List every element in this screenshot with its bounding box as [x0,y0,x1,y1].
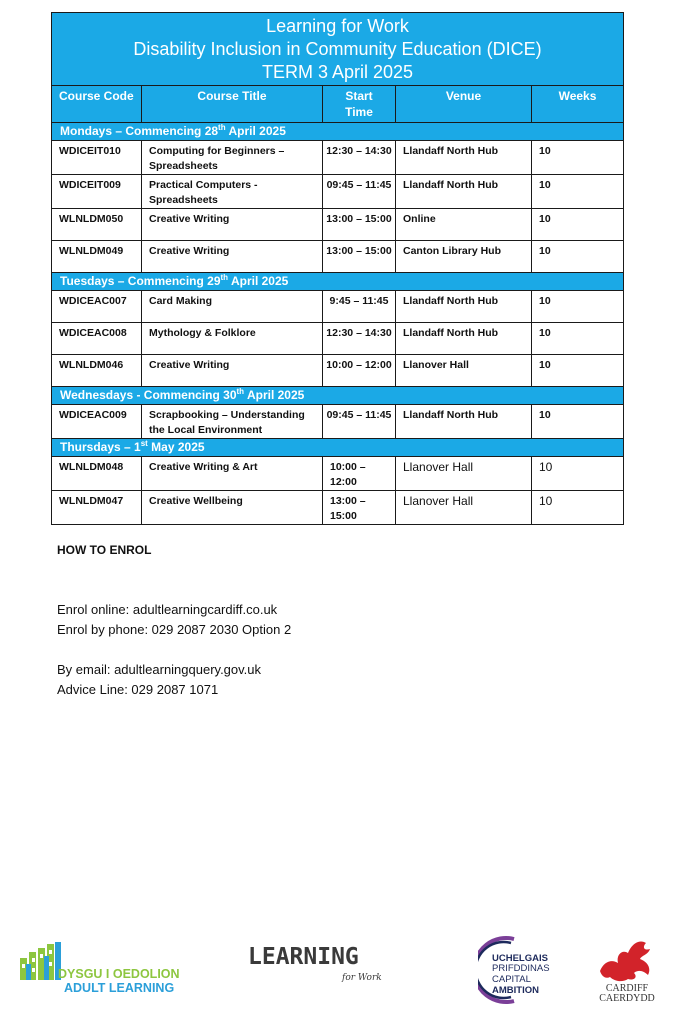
course-code-cell: WLNLDM049 [52,241,142,273]
weeks-cell: 10 [532,175,624,209]
course-code-cell: WLNLDM048 [52,457,142,491]
course-title-cell: Mythology & Folklore [142,323,323,355]
start-time-cell: 12:30 – 14:30 [323,141,396,175]
ambition-text: AMBITION [492,985,539,996]
column-course-title: Course Title [142,86,323,123]
course-title-cell: Card Making [142,291,323,323]
weeks-cell: 10 [532,209,624,241]
course-row [52,241,624,273]
section-heading [52,273,624,291]
section-heading-text: Mondays – Commencing 28 [60,124,219,138]
venue-cell: Llandaff North Hub [396,291,532,323]
section-heading-ordinal: th [218,123,226,132]
start-time-cell: 13:00 – 15:00 [323,209,396,241]
course-code-cell: WDICEIT009 [52,175,142,209]
start-time-line-1: Start [345,89,373,103]
cardiff-text: CARDIFF [605,983,649,994]
weeks-cell: 10 [532,241,624,273]
course-title-cell: Scrapbooking – Understanding the Local Environment [142,405,323,439]
capital-ambition-logo [478,935,563,1005]
column-course-code: Course Code [52,86,142,123]
enrol-online: Enrol online: adultlearningcardiff.co.uk [57,602,278,617]
uchelgais-text: UCHELGAIS [492,953,548,964]
course-row [52,323,624,355]
column-weeks: Weeks [532,86,624,123]
venue-cell: Llanover Hall [396,491,532,525]
section-heading [52,387,624,405]
course-code-cell: WDICEAC008 [52,323,142,355]
title-line-3: TERM 3 April 2025 [261,62,414,82]
venue-cell: Llandaff North Hub [396,405,532,439]
section-header-row [52,273,624,291]
start-time-cell: 12:30 – 14:30 [323,323,396,355]
weeks-cell: 10 [532,405,624,439]
adult-learning-logo [18,938,213,996]
section-header-row [52,387,624,405]
course-row [52,209,624,241]
weeks-cell: 10 [532,291,624,323]
section-header-row [52,123,624,141]
section-heading-text: Wednesdays - Commencing 30 [60,388,237,402]
course-title-cell: Practical Computers - Spreadsheets [142,175,323,209]
course-row [52,355,624,387]
cardiff-council-logo [588,933,666,1003]
course-row [52,175,624,209]
weeks-cell: 10 [532,457,624,491]
learning-wordmark: LEARNING [248,944,359,970]
section-heading-ordinal: th [220,273,229,282]
venue-cell: Llandaff North Hub [396,323,532,355]
course-code-cell: WLNLDM046 [52,355,142,387]
column-start-time [323,86,396,123]
course-title-cell: Creative Wellbeing [142,491,323,525]
venue-cell: Llanover Hall [396,457,532,491]
column-header-row [52,86,624,123]
section-heading-month: April 2025 [225,124,286,138]
start-time-line-2: Time [345,105,373,119]
prifddinas-text: PRIFDDINAS [492,963,550,974]
enrol-phone: Enrol by phone: 029 2087 2030 Option 2 [57,622,292,637]
how-to-enrol-heading: HOW TO ENROL [57,543,152,557]
table-title [52,13,624,86]
enrol-email: By email: adultlearningquery.gov.uk [57,662,262,677]
section-heading-text: Thursdays – 1 [60,440,141,454]
advice-line: Advice Line: 029 2087 1071 [57,682,219,697]
course-title-cell: Creative Writing [142,355,323,387]
course-row [52,457,624,491]
start-time-cell: 10:00 – 12:00 [323,457,396,491]
section-heading-month: April 2025 [228,274,289,288]
course-row [52,405,624,439]
for-work-text: for Work [342,973,382,983]
column-venue: Venue [396,86,532,123]
venue-cell: Online [396,209,532,241]
course-title-cell: Creative Writing [142,209,323,241]
course-schedule-table [51,12,624,525]
title-line-1: Learning for Work [266,16,409,36]
course-row [52,491,624,525]
course-code-cell: WLNLDM047 [52,491,142,525]
weeks-cell: 10 [532,141,624,175]
section-heading-ordinal: th [236,387,245,396]
caerdydd-text: CAERDYDD [599,993,655,1003]
section-heading-month: May 2025 [147,440,205,454]
venue-cell: Llandaff North Hub [396,141,532,175]
course-row [52,141,624,175]
start-time-cell: 13:00 – 15:00 [323,491,396,525]
course-code-cell: WLNLDM050 [52,209,142,241]
start-time-cell: 9:45 – 11:45 [323,291,396,323]
venue-cell: Llandaff North Hub [396,175,532,209]
start-time-cell: 13:00 – 15:00 [323,241,396,273]
section-heading [52,123,624,141]
learning-for-work-logo [246,938,410,988]
course-title-cell: Creative Writing & Art [142,457,323,491]
section-heading-month: April 2025 [244,388,305,402]
course-code-cell: WDICEAC007 [52,291,142,323]
dysgu-text: DYSGU I OEDOLION [58,967,180,981]
weeks-cell: 10 [532,355,624,387]
weeks-cell: 10 [532,323,624,355]
course-code-cell: WDICEAC009 [52,405,142,439]
venue-cell: Canton Library Hub [396,241,532,273]
venue-cell: Llanover Hall [396,355,532,387]
title-line-2: Disability Inclusion in Community Education (DICE) [133,39,542,59]
capital-text: CAPITAL [492,974,531,985]
course-title-cell: Computing for Beginners – Spreadsheets [142,141,323,175]
section-heading [52,439,624,457]
start-time-cell: 09:45 – 11:45 [323,405,396,439]
section-header-row [52,439,624,457]
course-code-cell: WDICEIT010 [52,141,142,175]
start-time-cell: 10:00 – 12:00 [323,355,396,387]
weeks-cell: 10 [532,491,624,525]
adult-learning-text: ADULT LEARNING [64,981,175,995]
start-time-cell: 09:45 – 11:45 [323,175,396,209]
course-title-cell: Creative Writing [142,241,323,273]
course-row [52,291,624,323]
section-heading-ordinal: st [140,439,148,448]
dragon-icon [600,941,650,981]
section-heading-text: Tuesdays – Commencing 29 [60,274,221,288]
